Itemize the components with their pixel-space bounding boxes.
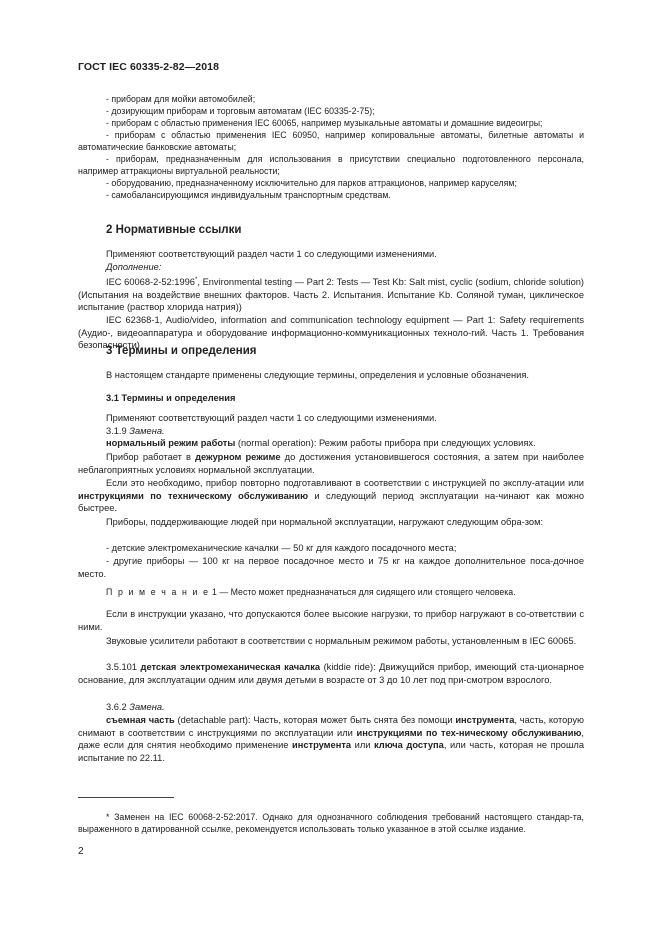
paragraph: Прибор работает в дежурном режиме до достижения установившегося состояния, а затем при наиболее неблагоприятных условиях нормальной эксплуатации. xyxy=(78,452,584,475)
list-item: - приборам для мойки автомобилей; xyxy=(106,94,256,104)
list-item: - дозирующим приборам и торговым автоматам (IEC 60335-2-75); xyxy=(106,106,375,116)
footnote-divider xyxy=(78,797,174,798)
list-item: - оборудованию, предназначенному исключительно для парков аттракционов, например каруселям; xyxy=(106,178,517,188)
list-item: - приборам с областью применения IEC 60065, например музыкальные автоматы и домашние видеоигры; xyxy=(106,118,543,128)
reference-item xyxy=(78,274,584,314)
footnote: * Заменен на IEC 60068-2-52:2017. Однако для однозначного соблюдения требований настоящего стандар-та, выраженного в датированной ссылке, рекомендуется использовать только указанное в этой ссылке издание. xyxy=(78,812,584,834)
reference-code: IEC 60068-2-52:1996 xyxy=(106,277,195,288)
term: детская электромеханическая качалка xyxy=(140,662,321,672)
list-item: - детские электромеханические качалки — 50 кг для каждого посадочного места; xyxy=(106,543,457,553)
term-definition: 3.5.101 детская электромеханическая качалка (kiddie ride): Движущийся прибор, имеющий ста-ционарное основание, для эксплуатации одним или двумя детьми в возрасте от 3 до 10 лет под при-смотром взрослого. xyxy=(78,662,584,685)
list-item: - приборам, предназначенным для использования в присутствии специально подготовленного персонала, например аттракционы виртуальной реальности; xyxy=(78,154,584,176)
section-heading: 2 Нормативные ссылки xyxy=(106,224,242,236)
footnote-mark: * xyxy=(194,277,198,283)
term: нормальный режим работы xyxy=(106,438,236,448)
paragraph: Звуковые усилители работают в соответствии с нормальным режимом работы, установленным в IEC 60065. xyxy=(106,636,577,646)
term-definition: съемная часть (detachable part): Часть, которая может быть снята без помощи инструмента, часть, которую снимают в соответствии с инструкциями по эксплуатации или инструкциями по тех-ническому обслуживанию, даже если для снятия необходимо применение инструмента или ключа доступа, или часть, которая не прошла испытание по 22.11. xyxy=(78,715,585,763)
term: съемная часть xyxy=(106,715,175,725)
paragraph: Приборы, поддерживающие людей при нормальной эксплуатации, нагружают следующим обра-зом: xyxy=(106,517,544,527)
term: инструмента xyxy=(292,740,352,750)
paragraph: В настоящем стандарте применены следующие термины, определения и условные обозначения. xyxy=(106,370,529,380)
addition-label: Дополнение: xyxy=(106,262,162,272)
subsection-heading: 3.1 Термины и определения xyxy=(106,393,236,403)
clause-replacement: 3.6.2 Замена. xyxy=(106,702,165,712)
paragraph: Если это необходимо, прибор повторно подготавливают в соответствии с инструкцией по эксплу-атации или инструкциями по техническому обслуживанию и следующий период эксплуатации на-чинают как можно быстрее. xyxy=(78,478,584,513)
note-label: П р и м е ч а н и е xyxy=(106,587,210,597)
term: инструкциями по тех-ническому обслуживанию xyxy=(356,727,582,738)
list-item: - другие приборы — 100 кг на первое посадочное место и 75 кг на каждое дополнительное поса-дочное место. xyxy=(78,556,584,579)
term: инструмента xyxy=(455,715,515,725)
reference-text: , Environmental testing — Part 2: Tests — Test Kb: Salt mist, cyclic (sodium, chloride solution) (Испытания на воздействие внешних факторов. Часть 2. Испытания. Испытание Kb. Соляной туман, циклическое испытание (раствор хлорида натрия)) xyxy=(78,277,585,313)
list-item: - приборам с областью применения IEC 60950, например копировальные автоматы, билетные автоматы и автоматические банковские автоматы; xyxy=(78,130,584,152)
paragraph: Если в инструкции указано, что допускаются более высокие нагрузки, то прибор нагружают в со-ответствии с ними. xyxy=(78,609,584,632)
clause-replacement: 3.1.9 Замена. xyxy=(106,426,165,436)
document-header: ГОСТ IEC 60335-2-82—2018 xyxy=(78,61,220,73)
note: П р и м е ч а н и е 1 — Место может предназначаться для сидящего или стоящего человека. xyxy=(106,587,516,597)
page-number: 2 xyxy=(78,846,84,857)
paragraph: Применяют соответствующий раздел части 1 со следующими изменениями. xyxy=(106,249,437,259)
footnote-mark: * xyxy=(106,812,110,822)
list-item: - самобалансирующимся индивидуальным транспортным средствам. xyxy=(106,190,391,200)
section-heading: 3 Термины и определения xyxy=(106,345,257,357)
reference-item: IEC 62368-1, Audio/video, information and communication technology equipment — Part 1: Safety requirements (Аудио-, видеоаппаратура и оборудование информационно-коммуникационных техноло-гий. Часть 1. Требования безопасности) xyxy=(78,315,584,350)
term: ключа доступа xyxy=(374,740,444,750)
term: дежурном режиме xyxy=(195,452,281,462)
paragraph: Применяют соответствующий раздел части 1 со следующими изменениями. xyxy=(106,413,437,423)
term: инструкциями по техническому обслуживанию xyxy=(78,490,309,501)
term-definition: нормальный режим работы (normal operation): Режим работы прибора при следующих условиях. xyxy=(106,438,536,448)
